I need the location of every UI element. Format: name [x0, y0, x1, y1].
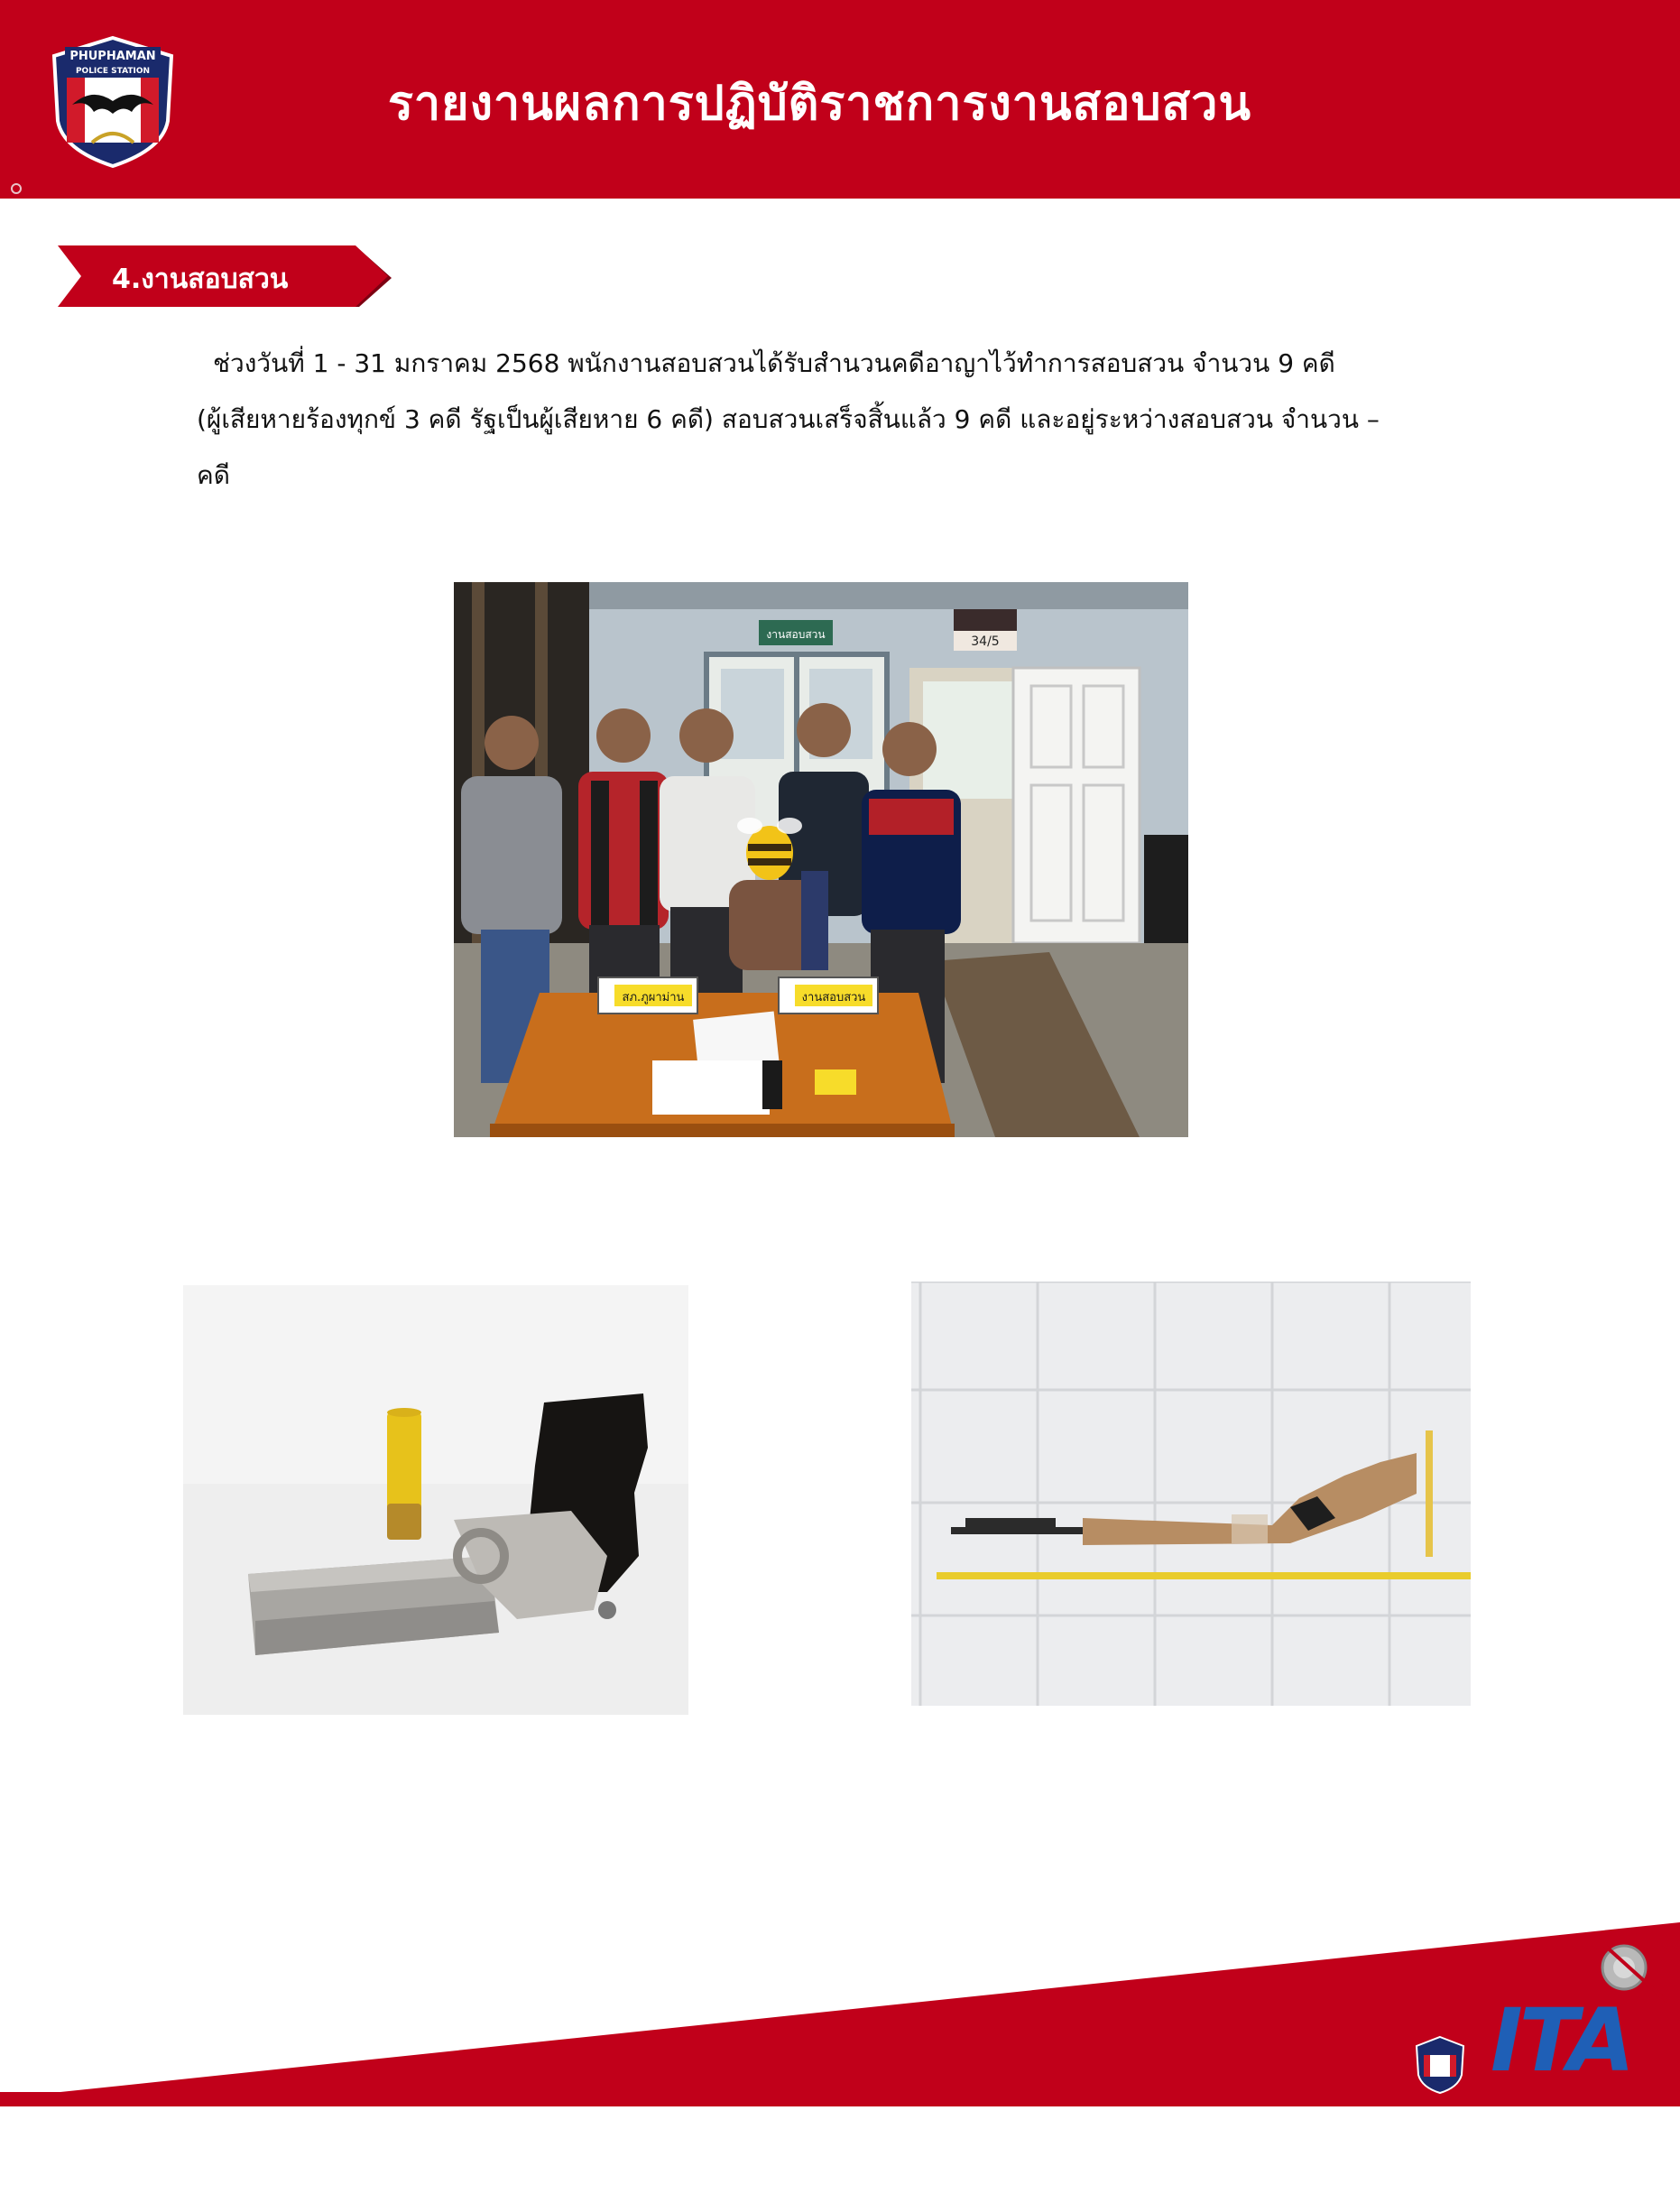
number-plate-text: 34/5: [971, 634, 1000, 649]
logo-text-bottom: POLICE STATION: [75, 67, 151, 76]
header-dot-icon: [11, 183, 22, 194]
section-title: 4.งานสอบสวน: [112, 264, 289, 295]
section-tag: [58, 245, 397, 310]
ita-logo-text: ITA: [1491, 1990, 1632, 2091]
police-badge-icon: [1413, 2035, 1467, 2095]
desk-sign-left-text: สภ.ภูผาม่าน: [622, 991, 685, 1004]
pistol-evidence-photo: [183, 1285, 688, 1715]
report-paragraph: [197, 336, 1496, 504]
rifle-evidence-photo: [911, 1282, 1471, 1706]
report-line-1: ช่วงวันที่ 1 - 31 มกราคม 2568 พนักงานสอบสวนได้รับสำนวนคดีอาญาไว้ทำการสอบสวน จำนวน 9 คดี: [213, 348, 1335, 378]
page-header: [0, 0, 1680, 199]
police-station-logo: [45, 34, 180, 170]
office-sign-text: งานสอบสวน: [766, 628, 826, 641]
report-line-2: (ผู้เสียหายร้องทุกข์ 3 คดี รัฐเป็นผู้เสียหาย 6 คดี) สอบสวนเสร็จสิ้นแล้ว 9 คดี และอยู่ระหว่างสอบสวน จำนวน –: [197, 404, 1380, 434]
page-title: รายงานผลการปฏิบัติราชการงานสอบสวน: [388, 77, 1252, 131]
logo-text-top: PHUPHAMAN: [69, 50, 156, 63]
team-photo: [454, 582, 1188, 1137]
report-line-3: คดี: [197, 460, 230, 490]
desk-sign-right-text: งานสอบสวน: [801, 991, 866, 1004]
